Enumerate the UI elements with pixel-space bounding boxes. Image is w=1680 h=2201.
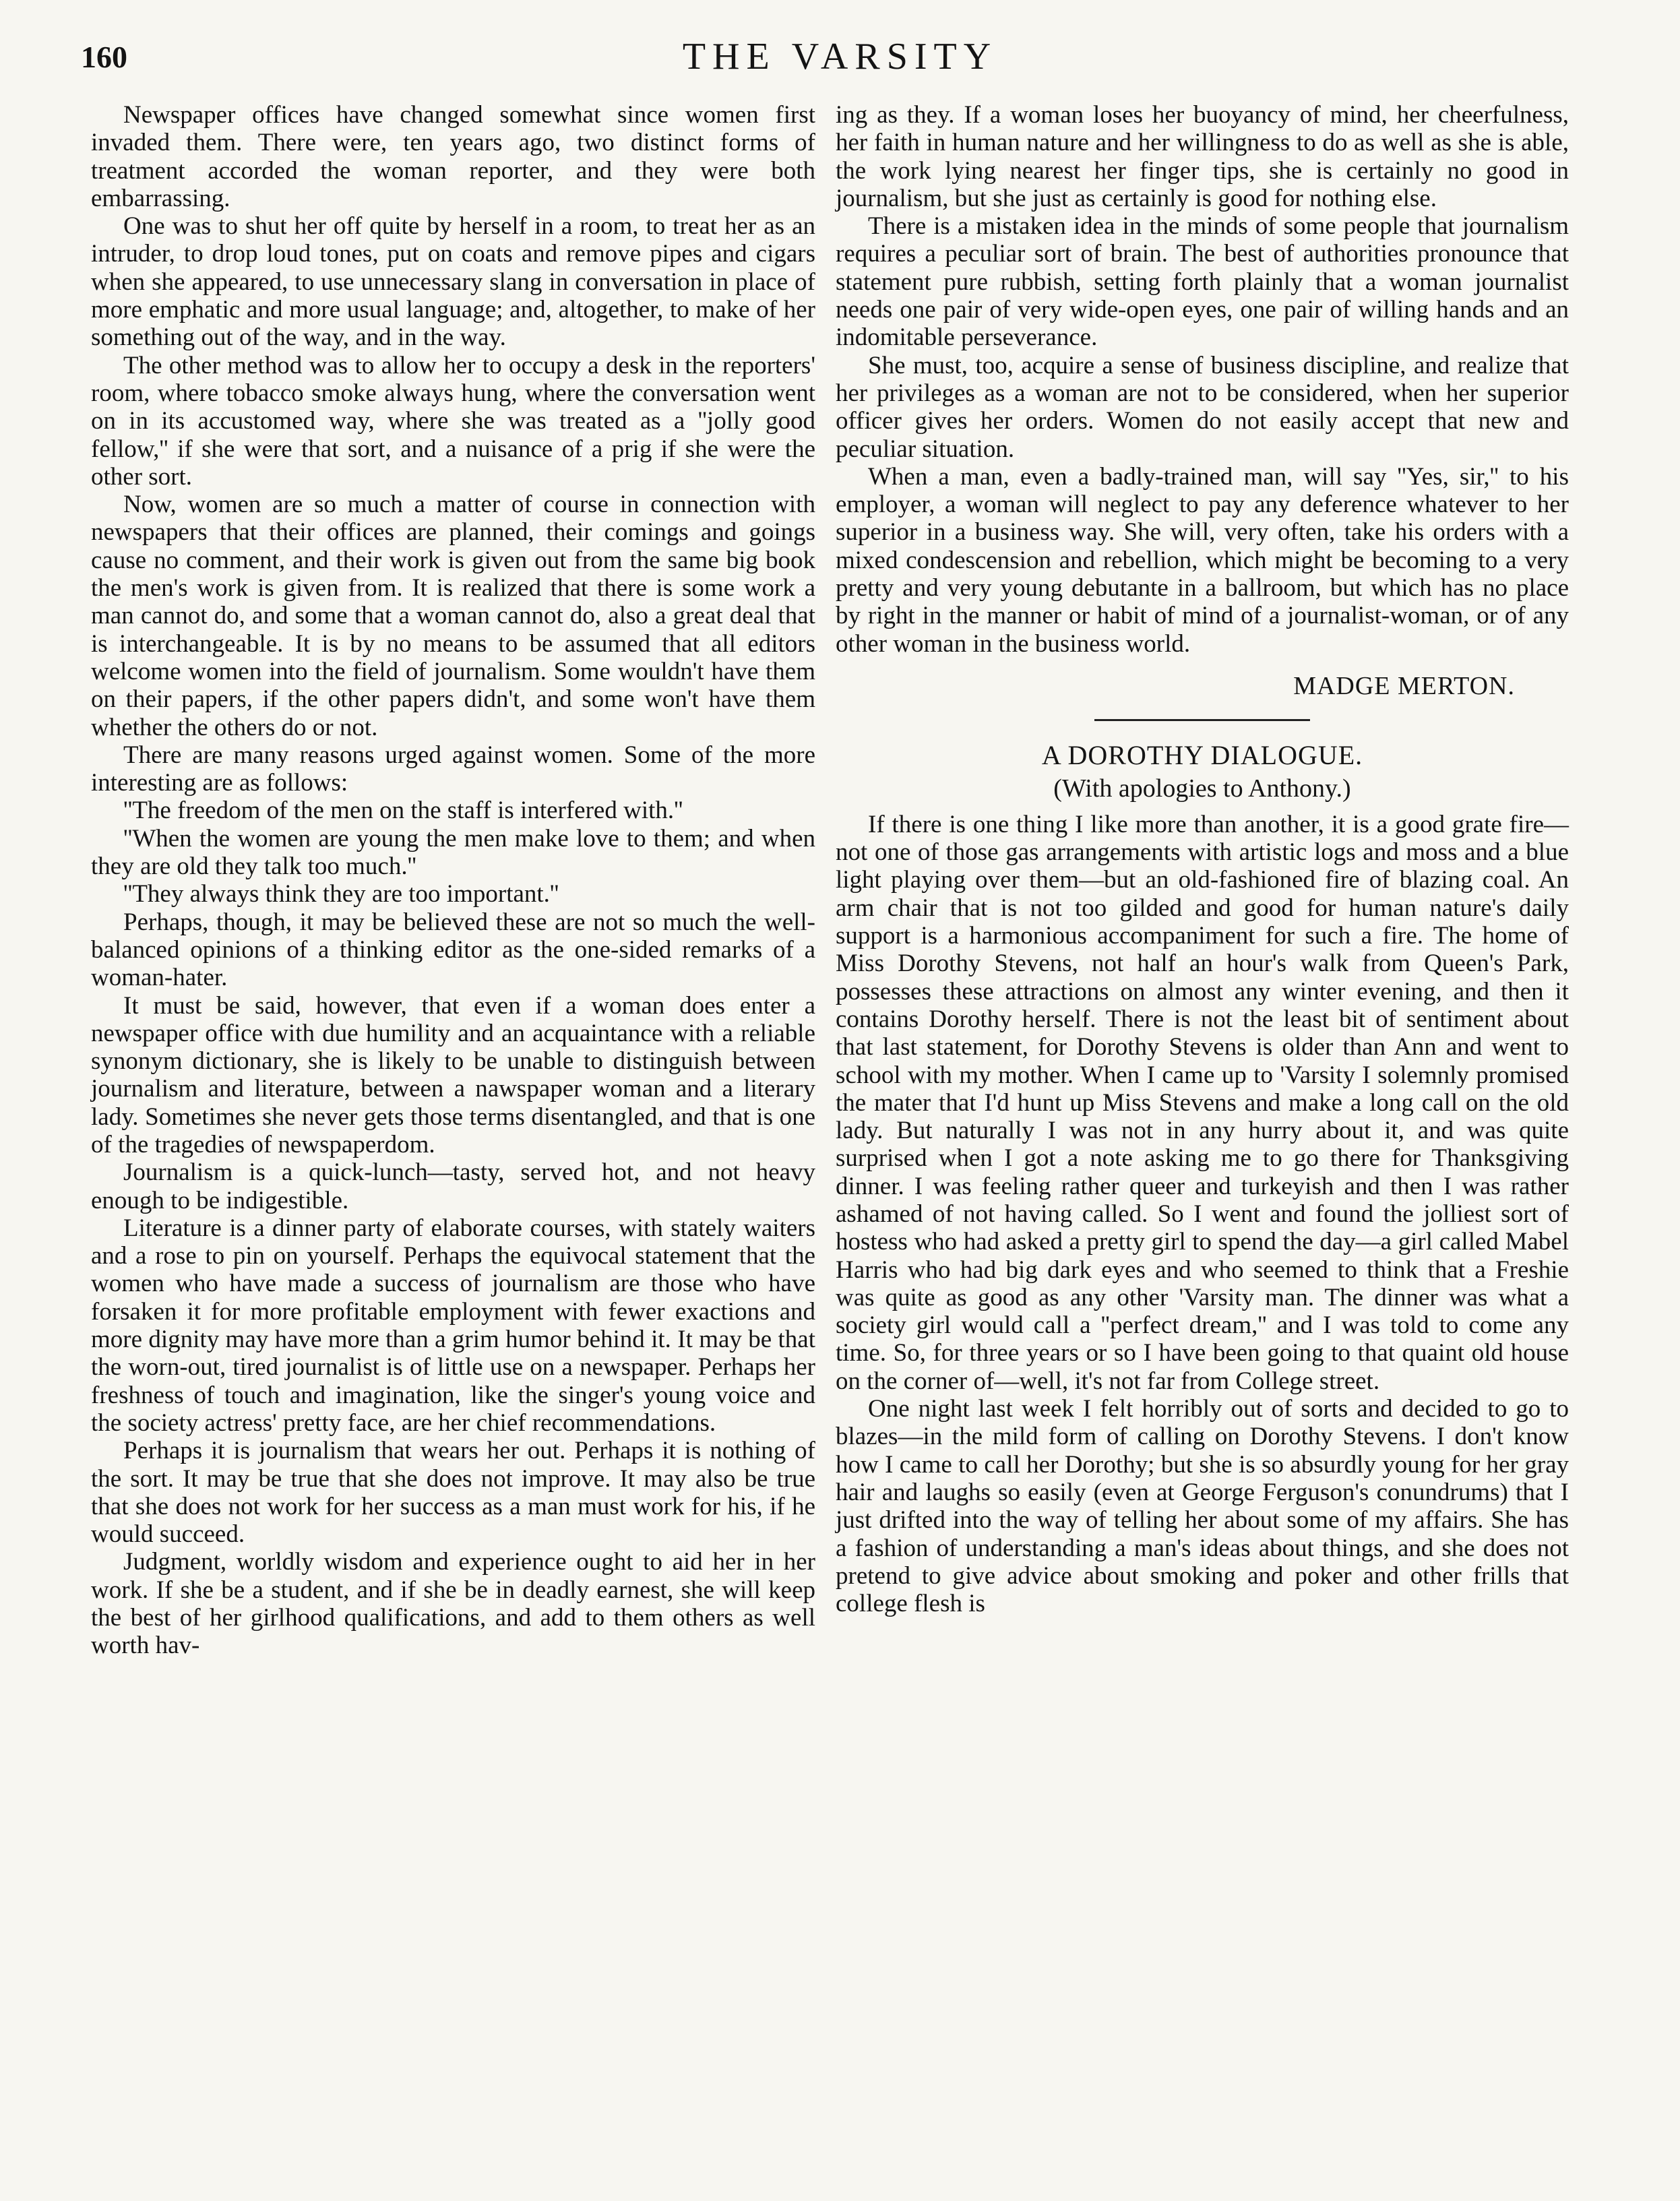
article-paragraph: Judgment, worldly wisdom and experience ought to aid her in her work. If she be a student, and if she be in deadly earnest, she will keep the best of her girlhood qualifications, and add to them others as well worth hav- bbox=[91, 1548, 815, 1660]
article-paragraph: There are many reasons urged against women. Some of the more interesting are as follows: bbox=[91, 741, 815, 797]
quoted-reason: ''The freedom of the men on the staff is interfered with.'' bbox=[123, 797, 683, 825]
article-title: A DOROTHY DIALOGUE. bbox=[1041, 740, 1363, 771]
section-divider bbox=[1094, 719, 1310, 721]
right-column bbox=[836, 101, 1569, 1617]
article-paragraph: She must, too, acquire a sense of business discipline, and realize that her privileges as a woman are not to be considered, when her superior officer gives her orders. Women do not easily accept that new and peculiar situation. bbox=[836, 351, 1569, 463]
article-paragraph: Journalism is a quick-lunch—tasty, served hot, and not heavy enough to be indigestible. bbox=[91, 1158, 815, 1214]
article-paragraph: When a man, even a badly-trained man, will say ''Yes, sir,'' to his employer, a woman will neglect to pay any deference whatever to her superior in a business way. She will, very often, take his orders with a mixed condescension and rebellion, which might be becoming to a very pretty and very young debutante in a ballroom, but which has no place by right in the manner or habit of mind of a journalist-woman, or of any other woman in the business world. bbox=[836, 462, 1569, 658]
quoted-reason: ''They always think they are too important.'' bbox=[123, 880, 559, 908]
masthead-title: THE VARSITY bbox=[682, 36, 998, 78]
article-paragraph: Now, women are so much a matter of course in connection with newspapers that their offices are planned, their comings and goings cause no comment, and their work is given out from the same big book the men's work is given from. It is realized that there is some work a man cannot do, and some that a woman cannot do, also a great deal that is interchangeable. It is by no means to be assumed that all editors welcome women into the field of journalism. Some wouldn't have them on their papers, if the other papers didn't, and some won't have them whether the others do or not. bbox=[91, 491, 815, 741]
article-paragraph: Newspaper offices have changed somewhat since women first invaded them. There were, ten years ago, two distinct forms of treatment accorded the woman reporter, and they were both embarrassing. bbox=[91, 101, 815, 212]
article-paragraph: One night last week I felt horribly out of sorts and decided to go to blazes—in the mild form of calling on Dorothy Stevens. I don't know how I came to call her Dorothy; but she is so absurdly young for her gray hair and laughs so easily (even at George Ferguson's conundrums) that I just drifted into the way of telling her about some of my affairs. She has a fashion of understanding a man's ideas about things, and she does not pretend to give advice about smoking and poker and other frills that college flesh is bbox=[836, 1395, 1569, 1618]
page-number: 160 bbox=[81, 40, 127, 74]
quoted-reason: ''When the women are young the men make love to them; and when they are old they talk too much.'' bbox=[91, 824, 815, 881]
article-paragraph: The other method was to allow her to occupy a desk in the reporters' room, where tobacco smoke always hung, where the conversation went on in its accustomed way, where she was treated as a ''jolly good fellow,'' if she were that sort, and a nuisance of a prig if she were the other sort. bbox=[91, 351, 815, 491]
article-paragraph: Literature is a dinner party of elaborate courses, with stately waiters and a rose to pin on yourself. Perhaps the equivocal statement that the women who have made a success of journalism are those who have forsaken it for more profitable employment with fewer exactions and more dignity may have more than a grim humor behind it. It may be that the worn-out, tired journalist is of little use on a newspaper. Perhaps her freshness of touch and imagination, like the singer's young voice and the society actress' pretty face, are her chief recommendations. bbox=[91, 1214, 815, 1437]
continued-paragraph: ing as they. If a woman loses her buoyancy of mind, her cheerfulness, her faith in human nature and her willingness to do as well as she is able, the work lying nearest her finger tips, she is certainly no good in journalism, but she just as certainly is good for nothing else. bbox=[836, 101, 1569, 212]
left-column bbox=[91, 101, 815, 1660]
article-paragraph: It must be said, however, that even if a woman does enter a newspaper office with due humility and an acquaintance with a reliable synonym dictionary, she is likely to be unable to distinguish between journalism and literature, between a nawspaper woman and a literary lady. Sometimes she never gets those terms disentangled, and that is one of the tragedies of newspaperdom. bbox=[91, 991, 815, 1158]
article-paragraph: Perhaps it is journalism that wears her out. Perhaps it is nothing of the sort. It may be true that she does not improve. It may also be true that she does not work for her success as a man must work for his, if he would succeed. bbox=[91, 1437, 815, 1549]
article-paragraph: One was to shut her off quite by herself in a room, to treat her as an intruder, to drop loud tones, put on coats and remove pipes and cigars when she appeared, to use unnecessary slang in conversation in place of more emphatic and more usual language; and, altogether, to make of her something out of the way, and in the way. bbox=[91, 212, 815, 352]
article-paragraph: There is a mistaken idea in the minds of some people that journalism requires a peculiar sort of brain. The best of authorities pronounce that statement pure rubbish, setting forth plainly that a woman journalist needs one pair of very wide-open eyes, one pair of willing hands and an indomitable perseverance. bbox=[836, 212, 1569, 352]
author-signature: MADGE MERTON. bbox=[1293, 671, 1515, 700]
page-header bbox=[81, 35, 1599, 89]
article-paragraph: Perhaps, though, it may be believed these are not so much the well-balanced opinions of a thinking editor as the one-sided remarks of a woman-hater. bbox=[91, 908, 815, 992]
article-subtitle: (With apologies to Anthony.) bbox=[1053, 774, 1351, 803]
article-paragraph: If there is one thing I like more than another, it is a good grate fire—not one of those gas arrangements with artistic logs and moss and a blue light playing over them—but an old-fashioned fire of blazing coal. An arm chair that is not too gilded and good for human nature's daily support is a harmonious accompaniment for such a fire. The home of Miss Dorothy Stevens, not half an hour's walk from Queen's Park, possesses these attractions on almost any winter evening, and then it contains Dorothy herself. There is not the least bit of sentiment about that last statement, for Dorothy Stevens is older than Ann and went to school with my mother. When I came up to 'Varsity I solemnly promised the mater that I'd hunt up Miss Stevens and make a long call on the old lady. But naturally I was not in any hurry about it, and was quite surprised when I got a note asking me to go there for Thanksgiving dinner. I was feeling rather queer and turkeyish and then I was rather ashamed of not having called. So I went and found the jolliest sort of hostess who had asked a pretty girl to spend the day—a girl called Mabel Harris who had big dark eyes and who seemed to think that a Freshie was quite as good as any other 'Varsity man. The dinner was what a society girl would call a ''perfect dream,'' and I was told to come any time. So, for three years or so I have been going to that quaint old house on the corner of—well, it's not far from College street. bbox=[836, 810, 1569, 1395]
